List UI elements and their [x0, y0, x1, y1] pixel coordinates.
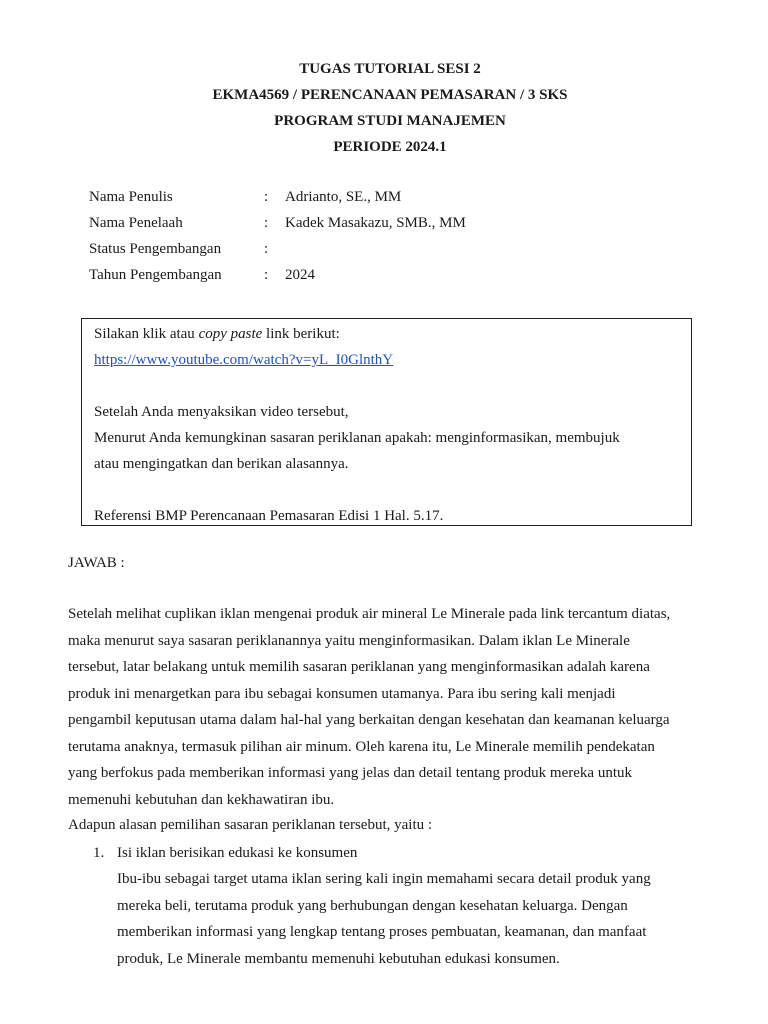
box-spacer: [94, 477, 691, 503]
reason-body: [93, 866, 651, 972]
header-title: TUGAS TUTORIAL SESI 2: [299, 61, 481, 77]
question-line-2: Menurut Anda kemungkinan sasaran periklanan apakah: menginformasikan, membujuk: [94, 430, 620, 446]
reasons-intro: Adapun alasan pemilihan sasaran periklanan tersebut, yaitu :: [68, 817, 433, 833]
meta-colon: :: [264, 241, 269, 257]
reason-item: [93, 840, 651, 972]
header-period: PERIODE 2024.1: [333, 139, 447, 155]
meta-value: Kadek Masakazu, SMB., MM: [285, 215, 466, 231]
document-header: [0, 56, 768, 160]
answer-line: pengambil keputusan utama dalam hal-hal yang berkaitan dengan kesehatan dan keamanan keluarga: [68, 712, 670, 728]
meta-row-author: [89, 184, 466, 210]
meta-label: Tahun Pengembangan: [89, 267, 222, 283]
instruction-line: [94, 321, 691, 347]
instruction-pre: Silakan klik atau: [94, 326, 199, 342]
answer-line: produk ini menargetkan para ibu sebagai konsumen utamanya. Para ibu sering kali menjadi: [68, 685, 616, 702]
meta-colon: :: [264, 267, 269, 283]
answer-line: tersebut, latar belakang untuk memilih sasaran periklanan yang menginformasikan adalah karena: [68, 659, 650, 675]
instruction-italic: copy paste: [198, 326, 263, 342]
question-line-1: Setelah Anda menyaksikan video tersebut,: [94, 404, 349, 420]
meta-row-status: [89, 236, 466, 262]
meta-table: [89, 184, 466, 288]
answer-line: yang berfokus pada memberikan informasi yang jelas dan detail tentang produk mereka untuk: [68, 765, 632, 781]
box-spacer: [94, 373, 691, 399]
meta-value: 2024: [285, 267, 315, 283]
reason-line: memberikan informasi yang lengkap tentang proses pembuatan, keamanan, dan manfaat: [117, 924, 647, 940]
instruction-post: link berikut:: [262, 326, 340, 342]
reason-line: mereka beli, terutama produk yang berhubungan dengan kesehatan keluarga. Dengan: [117, 897, 628, 914]
reason-line: Ibu-ibu sebagai target utama iklan sering kali ingin memahami secara detail produk yang: [117, 871, 651, 887]
answer-line: terutama anaknya, termasuk pilihan air minum. Oleh karena itu, Le Minerale memilih pendekatan: [68, 738, 655, 755]
meta-row-reviewer: [89, 210, 466, 236]
reason-line: produk, Le Minerale membantu memenuhi kebutuhan edukasi konsumen.: [117, 950, 560, 967]
reason-title: Isi iklan berisikan edukasi ke konsumen: [117, 845, 358, 861]
answer-line: maka menurut saya sasaran periklanannya yaitu menginformasikan. Dalam iklan Le Minerale: [68, 632, 630, 649]
reference-line: Referensi BMP Perencanaan Pemasaran Edisi 1 Hal. 5.17.: [94, 508, 444, 524]
meta-colon: :: [264, 215, 269, 231]
meta-value: Adrianto, SE., MM: [285, 189, 402, 205]
answer-heading: JAWAB :: [68, 555, 125, 571]
answer-line: Setelah melihat cuplikan iklan mengenai produk air mineral Le Minerale pada link tercantum diatas,: [68, 606, 671, 622]
meta-label: Nama Penulis: [89, 189, 173, 205]
header-program: PROGRAM STUDI MANAJEMEN: [274, 113, 506, 129]
answer-line: memenuhi kebutuhan dan kekhawatiran ibu.: [68, 791, 335, 808]
video-link[interactable]: https://www.youtube.com/watch?v=yL_I0GlnthY: [94, 352, 394, 368]
meta-label: Nama Penelaah: [89, 215, 183, 231]
reason-title-row: [93, 840, 651, 866]
header-course: EKMA4569 / PERENCANAAN PEMASARAN / 3 SKS: [212, 87, 568, 103]
question-line-3: atau mengingatkan dan berikan alasannya.: [94, 456, 349, 472]
link-line: [94, 347, 691, 373]
answer-paragraph: [68, 601, 728, 837]
meta-label: Status Pengembangan: [89, 241, 222, 257]
meta-colon: :: [264, 189, 269, 205]
assignment-box: [81, 318, 692, 526]
meta-row-year: [89, 262, 466, 288]
reason-number: 1.: [93, 845, 105, 861]
